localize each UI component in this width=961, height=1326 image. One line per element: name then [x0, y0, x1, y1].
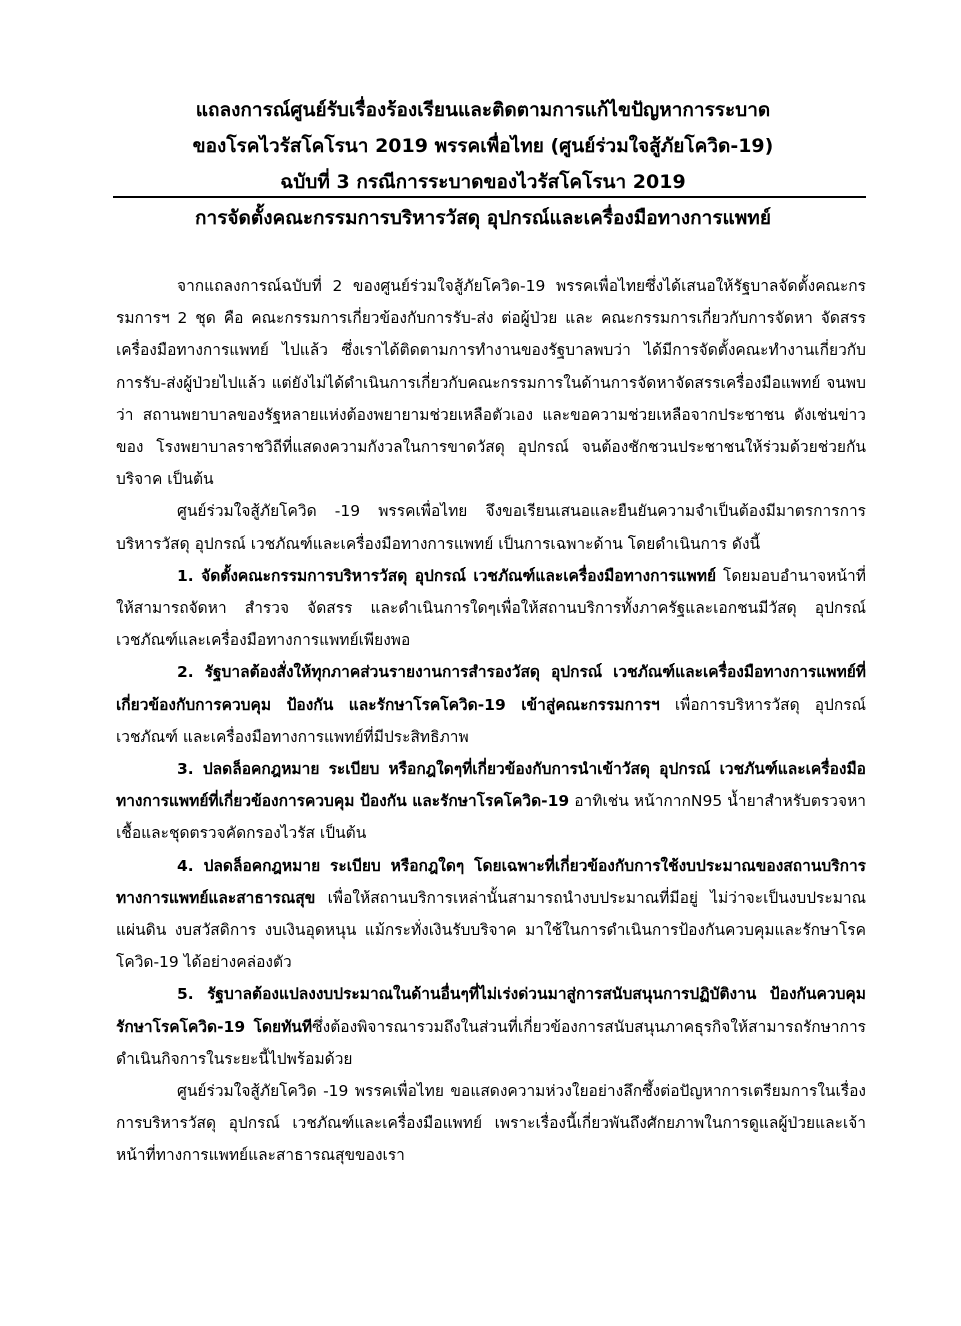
list-item — [116, 850, 866, 979]
closing-paragraph: ศูนย์ร่วมใจสู้ภัยโควิด -19 พรรคเพื่อไทย ขอแสดงความห่วงใยอย่างลึกซึ้งต่อปัญหาการเตรียมการในเรื่องการบริหารวัสดุ อุปกรณ์ เวชภัณฑ์และเครื่องมือแพทย์ เพราะเรื่องนี้เกี่ยวพันถึงศักยภาพในการดูแลผู้ป่วยและเจ้าหน้าที่ทางการแพทย์และสาธารณสุขของเรา — [116, 1082, 866, 1165]
list-item-heading: 5. รัฐบาลต้องแปลงงบประมาณในด้านอื่นๆที่ไม่เร่งด่วนมาสู่การสนับสนุนการปฏิบัติงาน ป้องกันควบคุม รักษาโรคโควิด-19 โดยทันที — [116, 985, 866, 1036]
document-body — [116, 270, 866, 1172]
document-header — [100, 92, 866, 200]
list-item — [116, 560, 866, 657]
intro-paragraph-1: จากแถลงการณ์ฉบับที่ 2 ของศูนย์ร่วมใจสู้ภัยโควิด-19 พรรคเพื่อไทยซึ่งได้เสนอให้รัฐบาลจัดตั้งคณะกรรมการฯ 2 ชุด คือ คณะกรรมการเกี่ยวข้องกับการรับ-ส่ง ต่อผู้ป่วย และ คณะกรรมการเกี่ยวกับการจัดหา จัดสรรเครื่องมือทางการแพทย์ ไปแล้ว ซึ่งเราได้ติดตามการทำงานของรัฐบาลพบว่า ได้มีการจัดตั้งคณะทำงานเกี่ยวกับการรับ-ส่งผู้ป่วยไปแล้ว แต่ยังไม่ได้ดำเนินการเกี่ยวกับคณะกรรมการในด้านการจัดหาจัดสรรเครื่องมือแพทย์ จนพบว่า สถานพยาบาลของรัฐหลายแห่งต้องพยายามช่วยเหลือตัวเอง และขอความช่วยเหลือจากประชาชน ดังเช่นข่าวของ โรงพยาบาลราชวิถีที่แสดงความกังวลในการขาดวัสดุ อุปกรณ์ จนต้องชักชวนประชาชนให้ร่วมด้วยช่วยกันบริจาค เป็นต้น — [116, 277, 866, 489]
list-item-heading: 1. จัดตั้งคณะกรรมการบริหารวัสดุ อุปกรณ์ เวชภัณฑ์และเครื่องมือทางการแพทย์ — [177, 566, 717, 585]
title-line-1: แถลงการณ์ศูนย์รับเรื่องร้องเรียนและติดตามการแก้ไขปัญหาการระบาด — [195, 99, 771, 121]
list-item — [116, 753, 866, 850]
list-item-text: อาทิเช่น หน้ากากN95 น้ำยาสำหรับตรวจหาเชื้อและชุดตรวจคัดกรองไวรัส เป็นต้น — [116, 792, 866, 843]
list-item — [116, 656, 866, 753]
intro-paragraph-2: ศูนย์ร่วมใจสู้ภัยโควิด -19 พรรคเพื่อไทย จึงขอเรียนเสนอและยืนยันความจำเป็นต้องมีมาตรการการบริหารวัสดุ อุปกรณ์ เวชภัณฑ์และเครื่องมือทางการแพทย์ เป็นการเฉพาะด้าน โดยดำเนินการ ดังนี้ — [116, 502, 866, 553]
list-item-text: ซึ่งต้องพิจารณารวมถึงในส่วนที่เกี่ยวข้องการสนับสนุนภาคธุรกิจให้สามารถรักษาการดำเนินกิจการในระยะนี้ไปพร้อมด้วย — [116, 1017, 866, 1068]
title-line-3: ฉบับที่ 3 กรณีการระบาดของไวรัสโคโรนา 2019 — [280, 171, 686, 193]
list-item-heading: 4. ปลดล็อคกฎหมาย ระเบียบ หรือกฎใดๆ โดยเฉพาะที่เกี่ยวข้องกับการใช้งบประมาณของสถานบริการทางการแพทย์และสาธารณสุข — [116, 856, 866, 907]
list-item-heading: 3. ปลดล็อคกฎหมาย ระเบียบ หรือกฎใดๆที่เกี่ยวข้องกับการนำเข้าวัสดุ อุปกรณ์ เวชภันฑ์และเครื่องมือทางการแพทย์ที่เกี่ยวข้องการควบคุม ป้องกัน และรักษาโรคโควิด-19 — [116, 760, 866, 811]
list-item-text: โดยมอบอำนาจหน้าที่ให้สามารถจัดหา สำรวจ จัดสรร และดำเนินการใดๆเพื่อให้สถานบริการทั้งภาครัฐและเอกชนมีวัสดุ อุปกรณ์ เวชภัณฑ์และเครื่องมือทางการแพทย์เพียงพอ — [116, 566, 866, 650]
title-line-2: ของโรคไวรัสโคโรนา 2019 พรรคเพื่อไทย (ศูนย์ร่วมใจสู้ภัยโควิด-19) — [192, 135, 774, 157]
list-item-text: เพื่อให้สถานบริการเหล่านั้นสามารถนำงบประมาณที่มีอยู่ ไม่ว่าจะเป็นงบประมาณแผ่นดิน งบสวัสดิการ งบเงินอุดหนุน แม้กระทั่งเงินรับบริจาค มาใช้ในการดำเนินการป้องกันควบคุมและรักษาโรคโควิด-19 ได้อย่างคล่องตัว — [116, 888, 866, 972]
header-divider — [113, 196, 866, 198]
list-item-heading: 2. รัฐบาลต้องสั่งให้ทุกภาคส่วนรายงานการสำรองวัสดุ อุปกรณ์ เวชภัณฑ์และเครื่องมือทางการแพทย์ที่เกี่ยวข้องกับการควบคุม ป้องกัน และรักษาโรคโควิด-19 เข้าสู่คณะกรรมการฯ — [116, 663, 866, 714]
document-subtitle: การจัดตั้งคณะกรรมการบริหารวัสดุ อุปกรณ์และเครื่องมือทางการแพทย์ — [195, 207, 771, 229]
list-item-text: เพื่อการบริหารวัสดุ อุปกรณ์ เวชภัณฑ์ และเครื่องมือทางการแพทย์ที่มีประสิทธิภาพ — [116, 695, 866, 746]
list-item — [116, 978, 866, 1075]
